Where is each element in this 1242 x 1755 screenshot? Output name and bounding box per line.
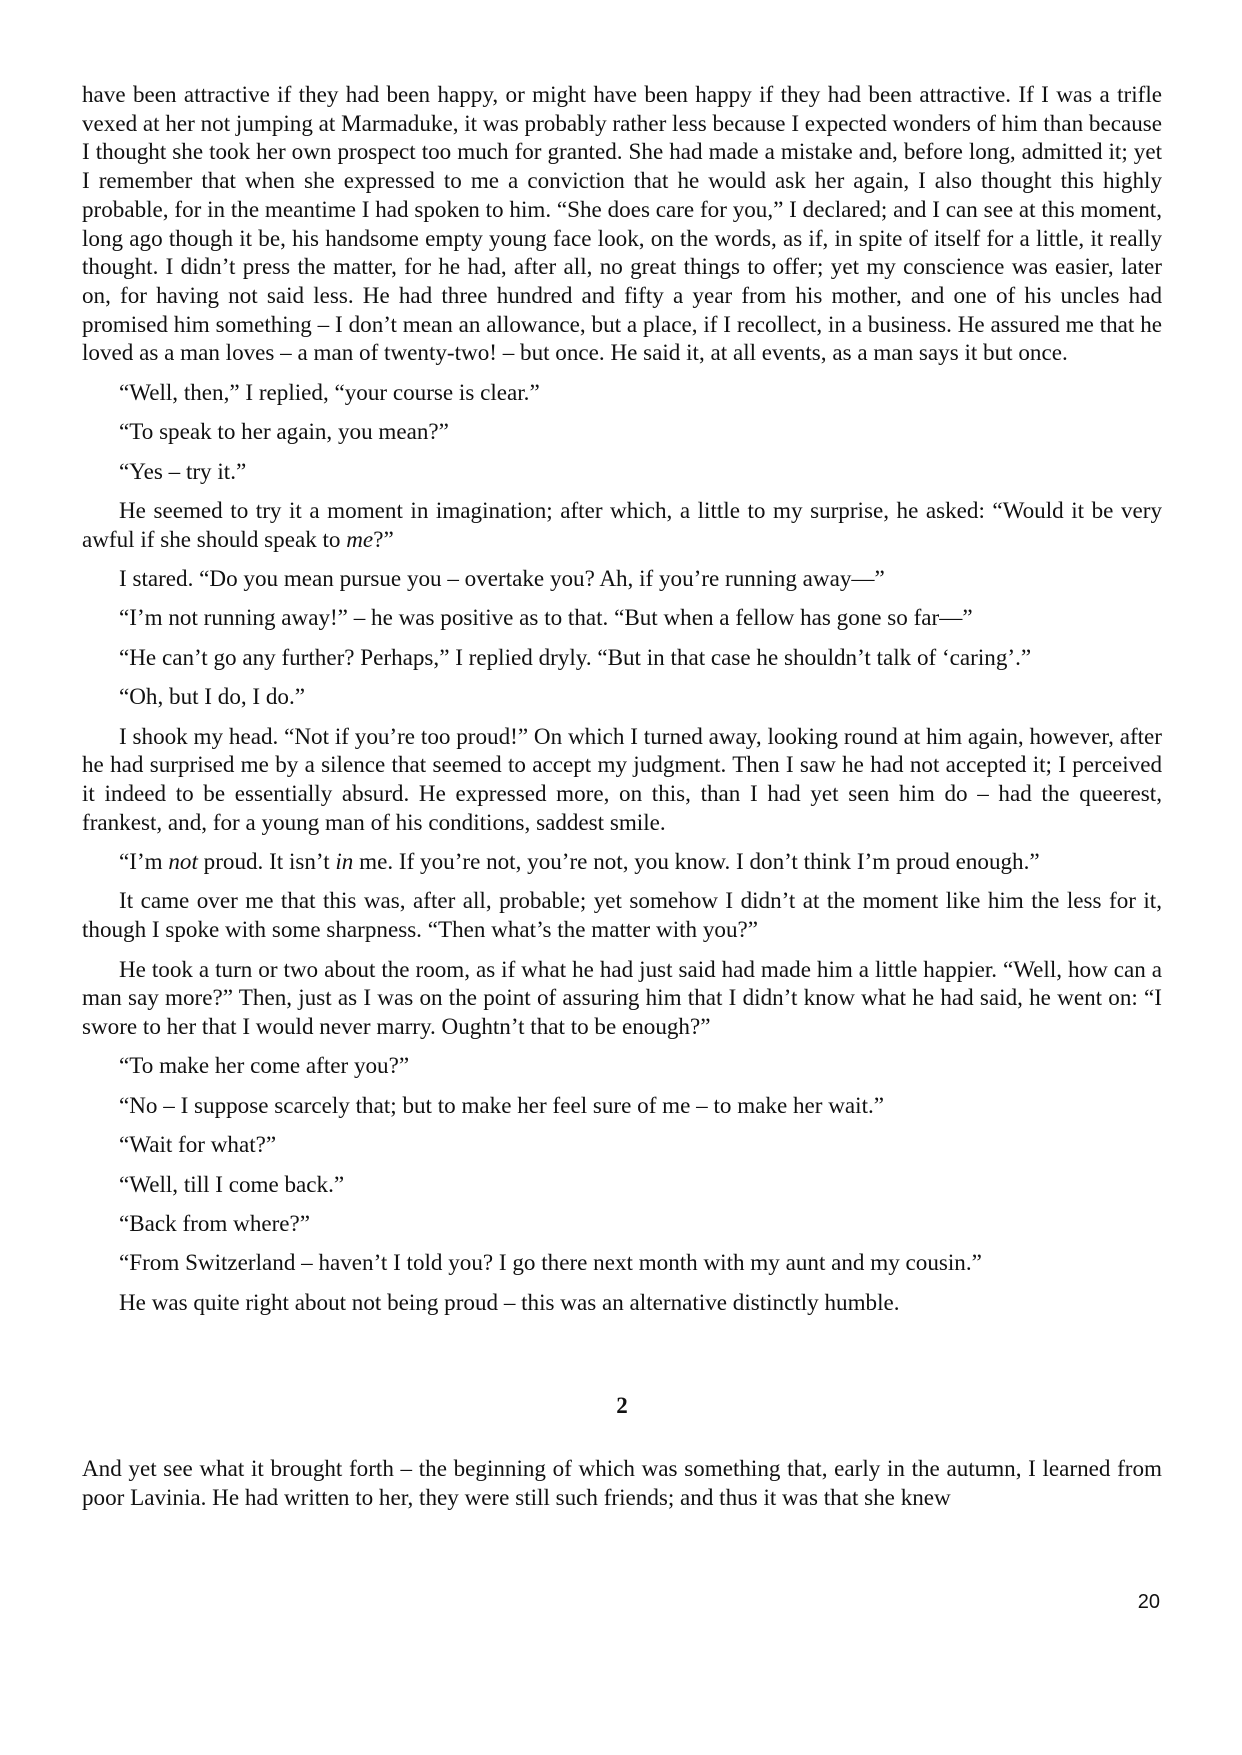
paragraph: “To make her come after you?” — [119, 1052, 410, 1079]
paragraph-text: ?” — [373, 525, 394, 552]
paragraph: “Well, till I come back.” — [119, 1170, 345, 1197]
paragraph: “Oh, but I do, I do.” — [119, 683, 305, 710]
chapter-opening-paragraph: And yet see what it brought forth – the beginning of which was something that, early in the autumn, I learned from poor Lavinia. He had written to her, they were still such friends; and thus it was that she knew — [82, 1455, 1162, 1510]
paragraph: He took a turn or two about the room, as if what he had just said had made him a little happier. “Well, how can a man say more?” Then, just as I was on the point of assuring him that I didn’t know what he had said, he went on: “I swore to her that I would never marry. Oughtn’t that to be enough?” — [82, 955, 1162, 1039]
paragraph — [82, 847, 1162, 876]
emphasis-text: me — [346, 525, 374, 552]
paragraph — [82, 496, 1162, 553]
chapter-heading: 2 — [616, 1393, 628, 1419]
paragraph: “No – I suppose scarcely that; but to make her feel sure of me – to make her wait.” — [119, 1091, 885, 1118]
paragraph: “Well, then,” I replied, “your course is clear.” — [119, 378, 540, 405]
paragraph: It came over me that this was, after all, probable; yet somehow I didn’t at the moment like him the less for it, though I spoke with some sharpness. “Then what’s the matter with you?” — [82, 887, 1162, 943]
paragraph: “Back from where?” — [119, 1209, 311, 1236]
paragraph: “He can’t go any further? Perhaps,” I replied dryly. “But in that case he shouldn’t talk of ‘caring’.” — [119, 643, 1032, 670]
paragraph: “Yes – try it.” — [119, 457, 247, 484]
paragraph: “I’m not running away!” – he was positive as to that. “But when a fellow has gone so far—” — [119, 604, 973, 631]
emphasis-text: in — [335, 848, 354, 875]
paragraph: I stared. “Do you mean pursue you – overtake you? Ah, if you’re running away—” — [119, 564, 885, 591]
paragraph: I shook my head. “Not if you’re too proud!” On which I turned away, looking round at him again, however, after he had surprised me by a silence that seemed to accept my judgment. Then I saw he had not accepted it; I perceived it indeed to be essentially absurd. He expressed more, on this, than I had yet seen him do – had the queerest, frankest, and, for a young man of his conditions, saddest smile. — [82, 722, 1162, 835]
document-page — [82, 80, 1162, 1522]
paragraph: “From Switzerland – haven’t I told you? I go there next month with my aunt and my cousin.” — [119, 1249, 982, 1276]
paragraph: “To speak to her again, you mean?” — [119, 418, 449, 445]
paragraph: have been attractive if they had been happy, or might have been happy if they had been attractive. If I was a trifle vexed at her not jumping at Marmaduke, it was probably rather less because I expected wonders of him than because I thought she took her own prospect too much for granted. She had made a mistake and, before long, admitted it; yet I remember that when she expressed to me a conviction that he would ask her again, I also thought this highly probable, for in the meantime I had spoken to him. “She does care for you,” I declared; and I can see at this moment, long ago though it be, his handsome empty young face look, on the words, as if, in spite of itself for a little, it really thought. I didn’t press the matter, for he had, after all, no great things to offer; yet my conscience was easier, later on, for having not said less. He had three hundred and fifty a year from his mother, and one of his uncles had promised him something – I don’t mean an allowance, but a place, if I recollect, in a business. He assured me that he loved as a man loves – a man of twenty-two! – but once. He said it, at all events, as a man says it but once. — [82, 81, 1162, 366]
paragraph-text: proud. It isn’t — [197, 848, 336, 875]
paragraph: He was quite right about not being proud – this was an alternative distinctly humble. — [119, 1288, 900, 1315]
paragraph-text: me. If you’re not, you’re not, you know. I don’t think I’m proud enough.” — [353, 848, 1040, 875]
page-number: 20 — [1137, 1591, 1160, 1613]
paragraph: “Wait for what?” — [119, 1131, 277, 1158]
paragraph-text: “I’m — [119, 848, 169, 875]
paragraph-text: He seemed to try it a moment in imagination; after which, a little to my surprise, he asked: “Would it be very awful if she should speak to — [82, 496, 1162, 552]
emphasis-text: not — [168, 848, 198, 875]
